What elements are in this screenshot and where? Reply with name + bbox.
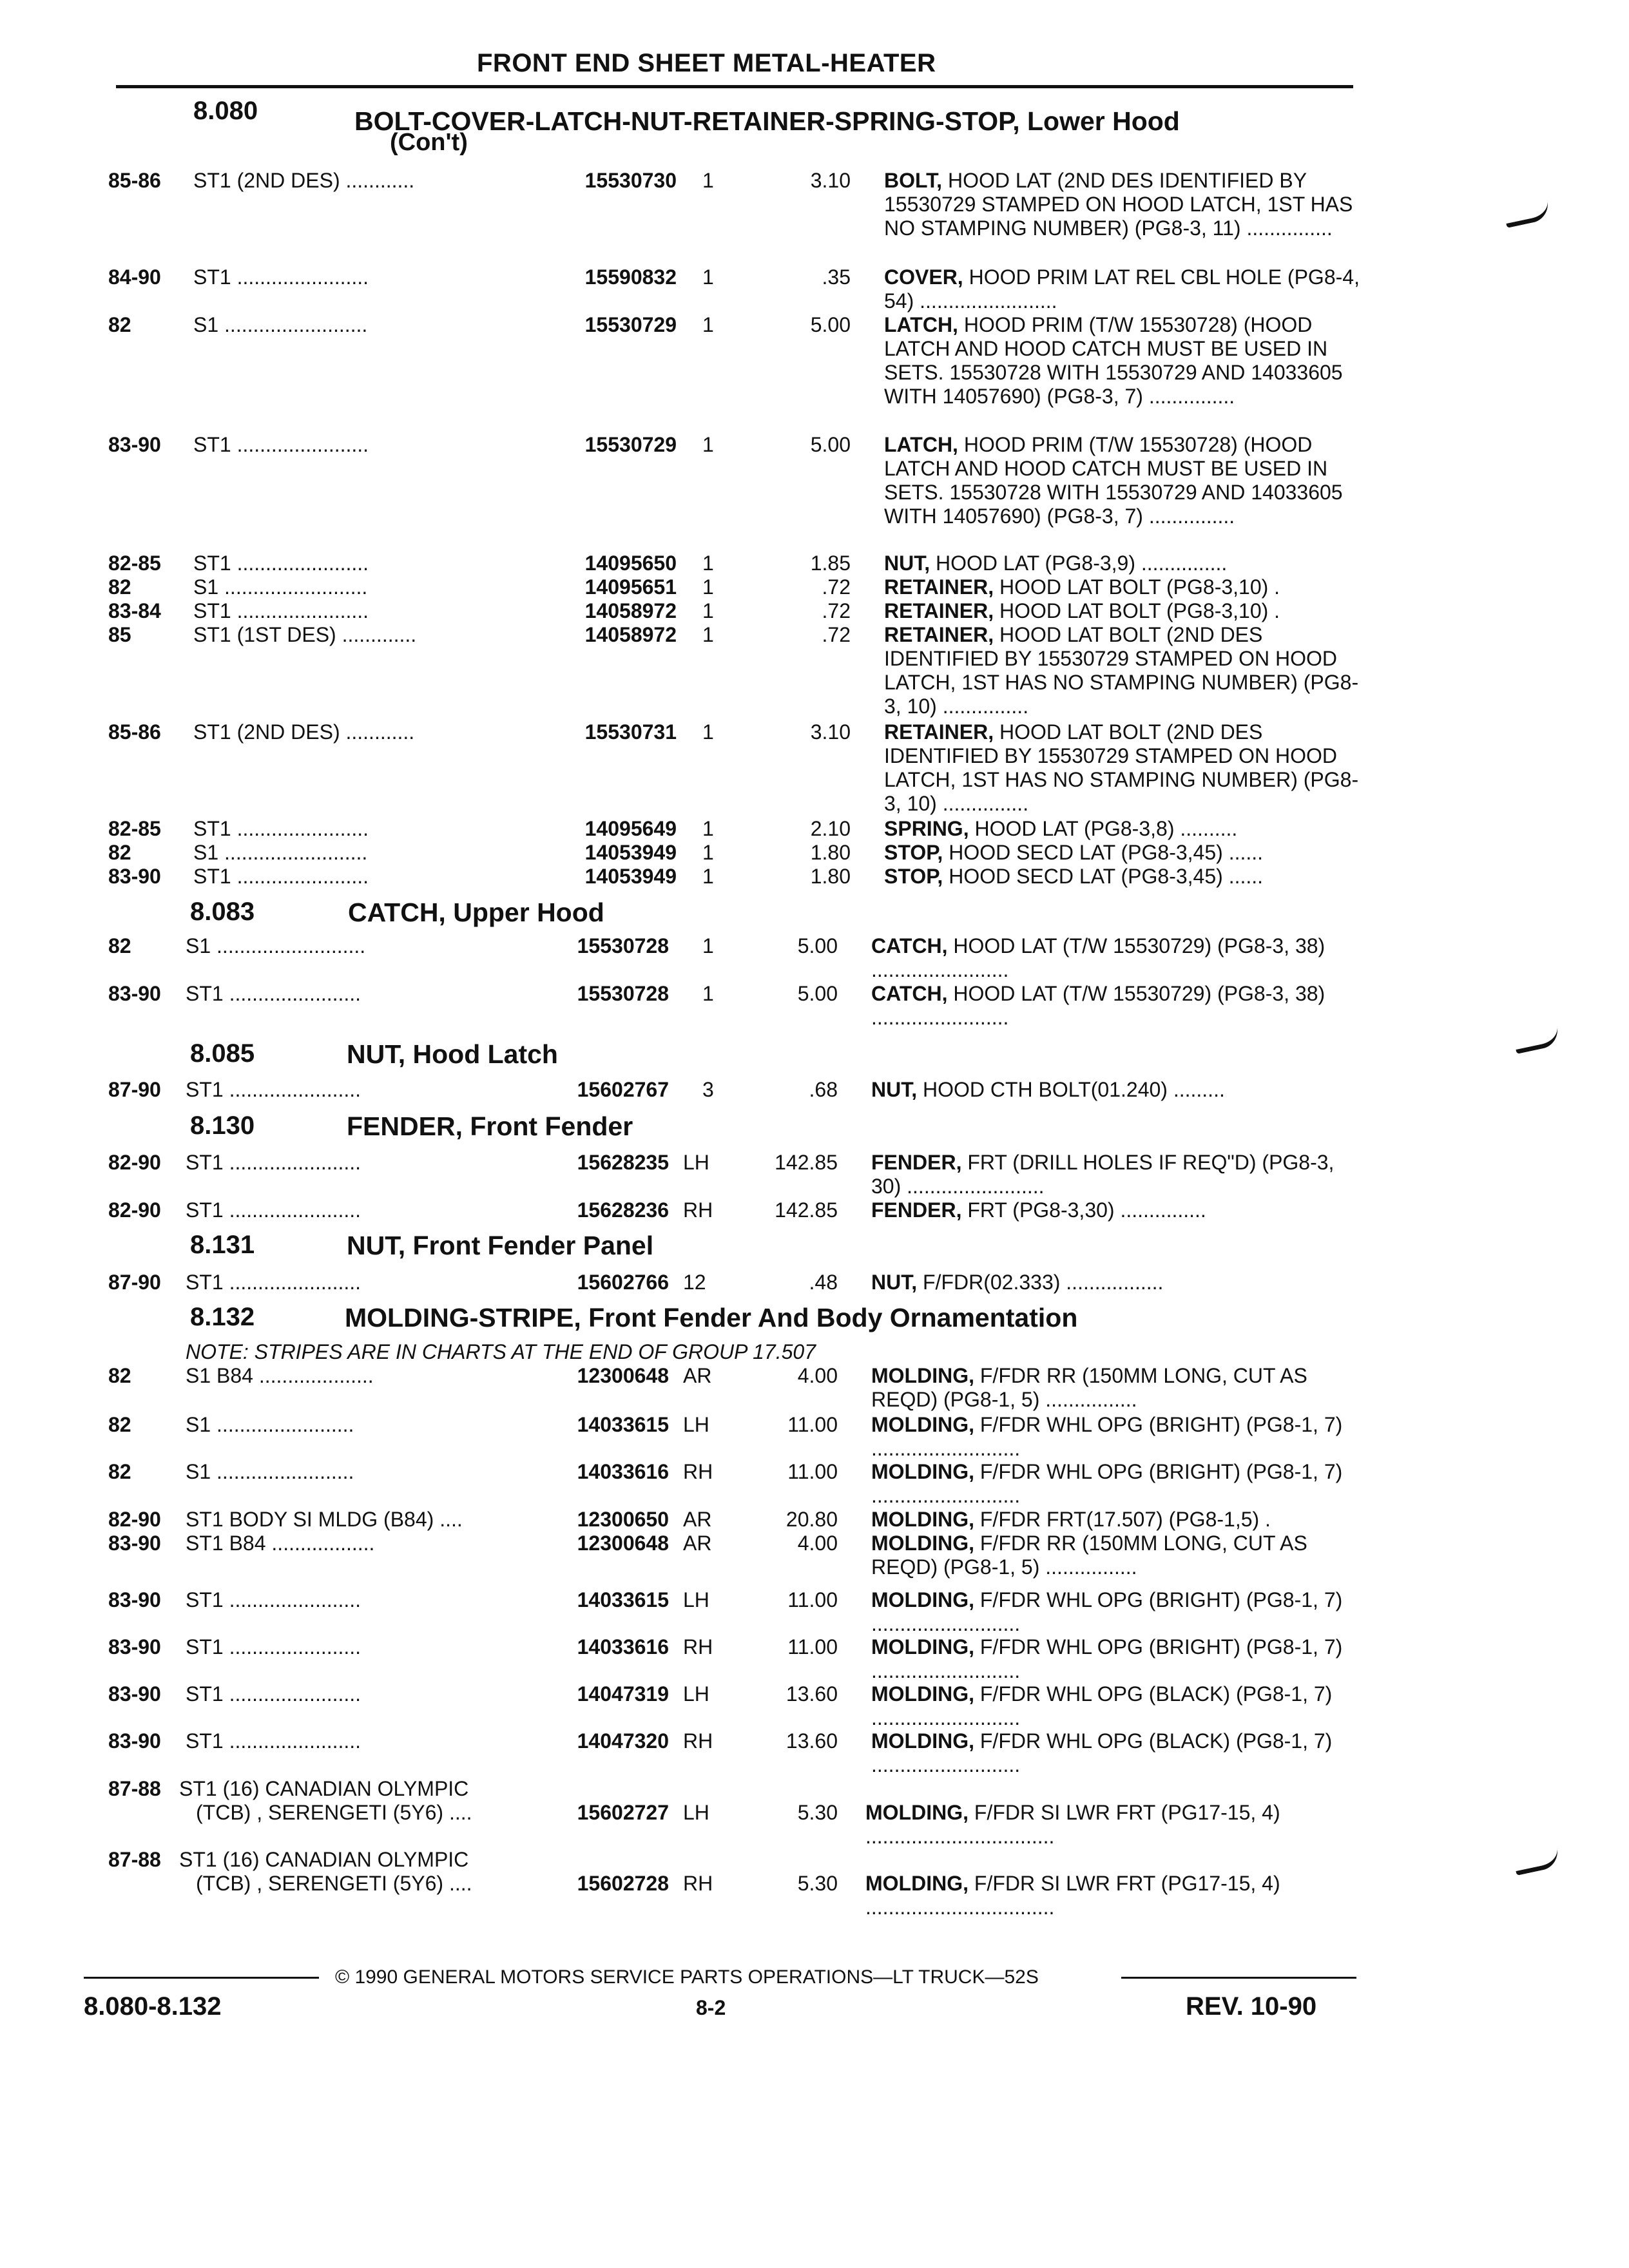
footer-section-range: 8.080-8.132 (84, 1992, 222, 2021)
section-number: 8.132 (190, 1303, 255, 1331)
description (871, 1635, 1361, 1683)
description-text: F/FDR RR (150MM LONG, CUT AS REQD) (PG8-1, 5) ................ (871, 1364, 1307, 1411)
part-row (0, 1198, 1629, 1224)
description-keyword: NUT, (884, 552, 930, 575)
part-number: 14047319 (577, 1682, 669, 1706)
quantity: LH (683, 1801, 709, 1824)
description-text: HOOD LAT (PG8-3,9) ............... (936, 552, 1228, 575)
part-number: 15590832 (584, 265, 677, 289)
application: ST1 (1ST DES) ............. (193, 623, 417, 646)
description (865, 1801, 1355, 1849)
year-range: 83-90 (108, 982, 161, 1005)
price: .72 (822, 575, 851, 599)
application: S1 ......................... (193, 313, 368, 336)
description (884, 720, 1374, 816)
year-range: 82 (108, 841, 131, 864)
price: 5.00 (797, 934, 838, 957)
application: ST1 ....................... (193, 265, 369, 289)
price: 5.00 (810, 313, 851, 336)
year-range: 82 (108, 575, 131, 599)
part-number: 14033615 (577, 1588, 669, 1611)
description-text: F/FDR SI LWR FRT (PG17-15, 4) ................................. (865, 1801, 1280, 1848)
part-row (0, 1460, 1629, 1507)
application: ST1 (2ND DES) ............ (193, 169, 415, 192)
price: .35 (822, 265, 851, 289)
description (884, 841, 1374, 865)
price: 11.00 (787, 1588, 838, 1611)
description-keyword: RETAINER, (884, 623, 994, 646)
description (884, 169, 1374, 240)
price: 4.00 (797, 1532, 838, 1555)
description-keyword: MOLDING, (871, 1413, 974, 1436)
quantity: 1 (702, 313, 714, 336)
part-row (0, 575, 1629, 601)
application: S1 .......................... (186, 934, 366, 957)
application: ST1 ....................... (186, 1078, 361, 1101)
part-row (0, 1078, 1629, 1104)
description-keyword: MOLDING, (871, 1682, 974, 1706)
application: ST1 ....................... (186, 1151, 361, 1174)
year-range: 83-90 (108, 865, 161, 888)
quantity: LH (683, 1682, 709, 1706)
description-text: FRT (DRILL HOLES IF REQ"D) (PG8-3, 30) ........................ (871, 1151, 1335, 1198)
description-keyword: FENDER, (871, 1151, 962, 1174)
part-number: 14095649 (584, 817, 677, 840)
description-keyword: MOLDING, (865, 1801, 969, 1824)
price: 142.85 (775, 1151, 838, 1174)
part-row (0, 1532, 1629, 1579)
description-keyword: MOLDING, (871, 1460, 974, 1483)
part-row (0, 599, 1629, 625)
price: 1.85 (810, 552, 851, 575)
price: 11.00 (787, 1635, 838, 1658)
section-number: 8.083 (190, 898, 255, 926)
part-number: 15530729 (584, 433, 677, 456)
description (884, 865, 1374, 889)
description-keyword: STOP, (884, 865, 943, 888)
application: S1 ......................... (193, 575, 368, 599)
description-text: HOOD CTH BOLT(01.240) ......... (923, 1078, 1225, 1101)
year-range: 83-90 (108, 433, 161, 456)
section-note: NOTE: STRIPES ARE IN CHARTS AT THE END OF GROUP 17.507 (186, 1340, 816, 1363)
price: 13.60 (786, 1729, 838, 1753)
quantity: RH (683, 1635, 713, 1658)
section-number: 8.131 (190, 1231, 255, 1259)
application: S1 ........................ (186, 1460, 354, 1483)
price: 5.00 (797, 982, 838, 1005)
price: 4.00 (797, 1364, 838, 1387)
description-text: HOOD PRIM LAT REL CBL HOLE (PG8-4, 54) ........................ (884, 265, 1360, 312)
quantity: 1 (702, 169, 714, 192)
description (871, 1729, 1361, 1777)
year-range: 87-90 (108, 1271, 161, 1294)
part-row (0, 623, 1629, 718)
quantity: AR (683, 1508, 712, 1531)
description (865, 1872, 1355, 1919)
description-text: F/FDR FRT(17.507) (PG8-1,5) . (979, 1508, 1271, 1531)
part-row (0, 841, 1629, 867)
description (884, 313, 1374, 408)
part-number: 14047320 (577, 1729, 669, 1753)
part-number: 15602727 (577, 1801, 669, 1824)
application: ST1 (16) CANADIAN OLYMPIC (179, 1848, 469, 1871)
part-number: 15628235 (577, 1151, 669, 1174)
application: ST1 B84 .................. (186, 1532, 375, 1555)
description (884, 599, 1374, 623)
part-number: 15530729 (584, 313, 677, 336)
description (871, 1508, 1361, 1532)
price: 11.00 (787, 1413, 838, 1436)
quantity: RH (683, 1729, 713, 1753)
section-title: MOLDING-STRIPE, Front Fender And Body Ornamentation (345, 1303, 1078, 1332)
section-number: 8.130 (190, 1111, 255, 1140)
application: ST1 (16) CANADIAN OLYMPIC (179, 1777, 469, 1800)
part-row (0, 1364, 1629, 1411)
quantity: RH (683, 1460, 713, 1483)
application: ST1 ....................... (193, 865, 369, 888)
price: 3.10 (810, 169, 851, 192)
description-keyword: RETAINER, (884, 599, 994, 622)
description-text: F/FDR WHL OPG (BRIGHT) (PG8-1, 7) .......................... (871, 1635, 1343, 1682)
description (871, 1413, 1361, 1461)
part-number: 15628236 (577, 1198, 669, 1222)
description-keyword: LATCH, (884, 433, 958, 456)
part-row (0, 1848, 1629, 1919)
part-row (0, 169, 1629, 240)
margin-check-mark (1503, 200, 1552, 228)
year-range: 82 (108, 1460, 131, 1483)
quantity: 1 (702, 575, 714, 599)
price: .72 (822, 623, 851, 646)
year-range: 82 (108, 1364, 131, 1387)
price: 142.85 (775, 1198, 838, 1222)
description (884, 433, 1374, 528)
part-number: 14053949 (584, 865, 677, 888)
description-text: F/FDR SI LWR FRT (PG17-15, 4) ................................. (865, 1872, 1280, 1919)
quantity: 1 (702, 599, 714, 622)
year-range: 87-88 (108, 1777, 161, 1800)
footer-copyright: © 1990 GENERAL MOTORS SERVICE PARTS OPERATIONS—LT TRUCK—52S (335, 1966, 1039, 1988)
price: 1.80 (810, 841, 851, 864)
quantity: 1 (702, 934, 714, 957)
section-number: 8.080 (193, 97, 258, 125)
price: 5.30 (797, 1801, 838, 1824)
part-row (0, 265, 1629, 312)
quantity: LH (683, 1413, 709, 1436)
description-text: HOOD LAT (T/W 15530729) (PG8-3, 38) ........................ (871, 982, 1325, 1029)
quantity: 1 (702, 552, 714, 575)
year-range: 87-90 (108, 1078, 161, 1101)
description-text: HOOD LAT BOLT (PG8-3,10) . (999, 599, 1280, 622)
description-keyword: NUT, (871, 1078, 918, 1101)
year-range: 85-86 (108, 720, 161, 744)
description (884, 575, 1374, 599)
description-keyword: NUT, (871, 1271, 918, 1294)
part-row (0, 1588, 1629, 1635)
quantity: LH (683, 1151, 709, 1174)
quantity: 12 (683, 1271, 706, 1294)
description-text: HOOD PRIM (T/W 15530728) (HOOD LATCH AND HOOD CATCH MUST BE USED IN SETS. 15530728 WITH 15530729 AND 14033605 WITH 14057690) (PG8-3, 7) ............... (884, 313, 1343, 408)
description (884, 552, 1374, 575)
application: ST1 ....................... (186, 1729, 361, 1753)
quantity: 1 (702, 433, 714, 456)
section-title: BOLT-COVER-LATCH-NUT-RETAINER-SPRING-STOP, Lower Hood (354, 106, 1180, 136)
year-range: 84-90 (108, 265, 161, 289)
description (871, 1532, 1361, 1579)
description (871, 1682, 1361, 1730)
year-range: 83-90 (108, 1635, 161, 1658)
description-keyword: CATCH, (871, 982, 948, 1005)
description (871, 934, 1361, 982)
description (871, 1151, 1361, 1198)
quantity: RH (683, 1198, 713, 1222)
description-keyword: COVER, (884, 265, 963, 289)
quantity: 1 (702, 265, 714, 289)
quantity: 1 (702, 817, 714, 840)
quantity: 1 (702, 982, 714, 1005)
price: 5.30 (797, 1872, 838, 1895)
quantity: AR (683, 1532, 712, 1555)
section-title: FENDER, Front Fender (347, 1111, 633, 1141)
part-number: 15530731 (584, 720, 677, 744)
year-range: 83-90 (108, 1588, 161, 1611)
application: ST1 BODY SI MLDG (B84) .... (186, 1508, 463, 1531)
description-text: HOOD LAT BOLT (2ND DES IDENTIFIED BY 15530729 STAMPED ON HOOD LATCH, 1ST HAS NO STAMPING NUMBER) (PG8-3, 10) ............... (884, 623, 1359, 718)
description (871, 1078, 1361, 1102)
description-keyword: SPRING, (884, 817, 969, 840)
application: ST1 ....................... (186, 1588, 361, 1611)
section-subtitle: (Con't) (390, 129, 468, 156)
part-row (0, 1508, 1629, 1533)
part-number: 12300648 (577, 1532, 669, 1555)
year-range: 82 (108, 934, 131, 957)
year-range: 83-84 (108, 599, 161, 622)
part-row (0, 934, 1629, 981)
description (871, 1198, 1361, 1222)
part-number: 14053949 (584, 841, 677, 864)
description-keyword: FENDER, (871, 1198, 962, 1222)
footer-page-number: 8-2 (696, 1996, 726, 2019)
description-text: HOOD SECD LAT (PG8-3,45) ...... (949, 841, 1264, 864)
price: .68 (809, 1078, 838, 1101)
description (871, 1271, 1361, 1294)
price: .72 (822, 599, 851, 622)
part-row (0, 552, 1629, 577)
year-range: 87-88 (108, 1848, 161, 1871)
description-keyword: CATCH, (871, 934, 948, 957)
part-number: 15530730 (584, 169, 677, 192)
year-range: 82 (108, 313, 131, 336)
description-keyword: LATCH, (884, 313, 958, 336)
price: 11.00 (787, 1460, 838, 1483)
part-row (0, 982, 1629, 1029)
page-title: FRONT END SHEET METAL-HEATER (477, 49, 936, 77)
part-row (0, 433, 1629, 528)
description-text: F/FDR WHL OPG (BLACK) (PG8-1, 7) .......................... (871, 1729, 1333, 1776)
section-number: 8.085 (190, 1039, 255, 1068)
section-title: CATCH, Upper Hood (348, 898, 604, 927)
description-keyword: MOLDING, (871, 1364, 974, 1387)
part-row (0, 1271, 1629, 1296)
part-number: 14058972 (584, 599, 677, 622)
description (884, 623, 1374, 718)
part-row (0, 1413, 1629, 1460)
description-text: HOOD LAT (PG8-3,8) .......... (974, 817, 1238, 840)
description-text: FRT (PG8-3,30) ............... (967, 1198, 1206, 1222)
description-keyword: RETAINER, (884, 720, 994, 744)
application: ST1 ....................... (186, 1682, 361, 1706)
price: 13.60 (786, 1682, 838, 1706)
part-number: 14058972 (584, 623, 677, 646)
application-cont: (TCB) , SERENGETI (5Y6) .... (196, 1801, 472, 1824)
part-number: 12300648 (577, 1364, 669, 1387)
footer-revision: REV. 10-90 (1186, 1992, 1317, 2021)
description-text: F/FDR WHL OPG (BRIGHT) (PG8-1, 7) .......................... (871, 1460, 1343, 1507)
description-text: HOOD LAT (2ND DES IDENTIFIED BY 15530729 STAMPED ON HOOD LATCH, 1ST HAS NO STAMPING NUMBER) (PG8-3, 11) ............... (884, 169, 1353, 240)
description-text: HOOD LAT (T/W 15530729) (PG8-3, 38) ........................ (871, 934, 1325, 981)
application: S1 ......................... (193, 841, 368, 864)
description-keyword: MOLDING, (871, 1635, 974, 1658)
quantity: RH (683, 1872, 713, 1895)
description-text: HOOD PRIM (T/W 15530728) (HOOD LATCH AND HOOD CATCH MUST BE USED IN SETS. 15530728 WITH 15530729 AND 14033605 WITH 14057690) (PG8-3, 7) ............... (884, 433, 1343, 528)
section-title: NUT, Front Fender Panel (347, 1231, 654, 1260)
part-row (0, 313, 1629, 408)
application-cont: (TCB) , SERENGETI (5Y6) .... (196, 1872, 472, 1895)
part-number: 14095650 (584, 552, 677, 575)
description-text: F/FDR RR (150MM LONG, CUT AS REQD) (PG8-1, 5) ................ (871, 1532, 1307, 1579)
description (871, 982, 1361, 1030)
description-text: F/FDR(02.333) ................. (923, 1271, 1164, 1294)
description-keyword: MOLDING, (871, 1588, 974, 1611)
part-number: 14033616 (577, 1460, 669, 1483)
description-keyword: MOLDING, (871, 1508, 974, 1531)
footer-rule-left (84, 1977, 319, 1979)
part-number: 15602728 (577, 1872, 669, 1895)
description-text: F/FDR WHL OPG (BRIGHT) (PG8-1, 7) .......................... (871, 1588, 1343, 1635)
application: S1 ........................ (186, 1413, 354, 1436)
quantity: 1 (702, 623, 714, 646)
part-number: 15602767 (577, 1078, 669, 1101)
part-number: 12300650 (577, 1508, 669, 1531)
price: 3.10 (810, 720, 851, 744)
quantity: AR (683, 1364, 712, 1387)
price: 1.80 (810, 865, 851, 888)
quantity: 1 (702, 841, 714, 864)
application: ST1 (2ND DES) ............ (193, 720, 415, 744)
part-number: 14033615 (577, 1413, 669, 1436)
part-row (0, 1729, 1629, 1776)
description-keyword: RETAINER, (884, 575, 994, 599)
margin-check-mark (1513, 1026, 1561, 1054)
year-range: 83-90 (108, 1682, 161, 1706)
part-number: 14095651 (584, 575, 677, 599)
year-range: 85 (108, 623, 131, 646)
description (871, 1460, 1361, 1508)
part-row (0, 720, 1629, 815)
part-row (0, 1777, 1629, 1848)
part-row (0, 817, 1629, 843)
part-row (0, 1682, 1629, 1729)
year-range: 83-90 (108, 1532, 161, 1555)
year-range: 82 (108, 1413, 131, 1436)
part-number: 14033616 (577, 1635, 669, 1658)
title-rule (116, 85, 1353, 88)
part-row (0, 1635, 1629, 1682)
description (871, 1588, 1361, 1636)
description-text: HOOD SECD LAT (PG8-3,45) ...... (949, 865, 1264, 888)
description (884, 817, 1374, 841)
description-keyword: MOLDING, (865, 1872, 969, 1895)
part-number: 15602766 (577, 1271, 669, 1294)
description-keyword: STOP, (884, 841, 943, 864)
year-range: 82-90 (108, 1198, 161, 1222)
application: ST1 ....................... (186, 1635, 361, 1658)
year-range: 82-90 (108, 1151, 161, 1174)
year-range: 82-85 (108, 552, 161, 575)
description-keyword: MOLDING, (871, 1729, 974, 1753)
part-row (0, 865, 1629, 890)
application: ST1 ....................... (193, 599, 369, 622)
description (884, 265, 1374, 313)
quantity: 1 (702, 865, 714, 888)
year-range: 85-86 (108, 169, 161, 192)
price: 5.00 (810, 433, 851, 456)
application: ST1 ....................... (193, 817, 369, 840)
quantity: LH (683, 1588, 709, 1611)
application: ST1 ....................... (186, 982, 361, 1005)
description (871, 1364, 1361, 1412)
part-number: 15530728 (577, 982, 669, 1005)
footer-rule-right (1121, 1977, 1356, 1979)
description-keyword: BOLT, (884, 169, 943, 192)
price: 2.10 (810, 817, 851, 840)
description-text: F/FDR WHL OPG (BRIGHT) (PG8-1, 7) .......................... (871, 1413, 1343, 1460)
year-range: 82-85 (108, 817, 161, 840)
application: ST1 ....................... (193, 433, 369, 456)
part-row (0, 1151, 1629, 1198)
quantity: 3 (702, 1078, 714, 1101)
application: ST1 ....................... (193, 552, 369, 575)
year-range: 83-90 (108, 1729, 161, 1753)
quantity: 1 (702, 720, 714, 744)
section-title: NUT, Hood Latch (347, 1039, 558, 1069)
price: .48 (809, 1271, 838, 1294)
description-text: F/FDR WHL OPG (BLACK) (PG8-1, 7) .......................... (871, 1682, 1333, 1729)
part-number: 15530728 (577, 934, 669, 957)
application: S1 B84 .................... (186, 1364, 374, 1387)
description-text: HOOD LAT BOLT (2ND DES IDENTIFIED BY 15530729 STAMPED ON HOOD LATCH, 1ST HAS NO STAMPING NUMBER) (PG8-3, 10) ............... (884, 720, 1359, 815)
application: ST1 ....................... (186, 1271, 361, 1294)
description-text: HOOD LAT BOLT (PG8-3,10) . (999, 575, 1280, 599)
description-keyword: MOLDING, (871, 1532, 974, 1555)
year-range: 82-90 (108, 1508, 161, 1531)
price: 20.80 (786, 1508, 838, 1531)
application: ST1 ....................... (186, 1198, 361, 1222)
